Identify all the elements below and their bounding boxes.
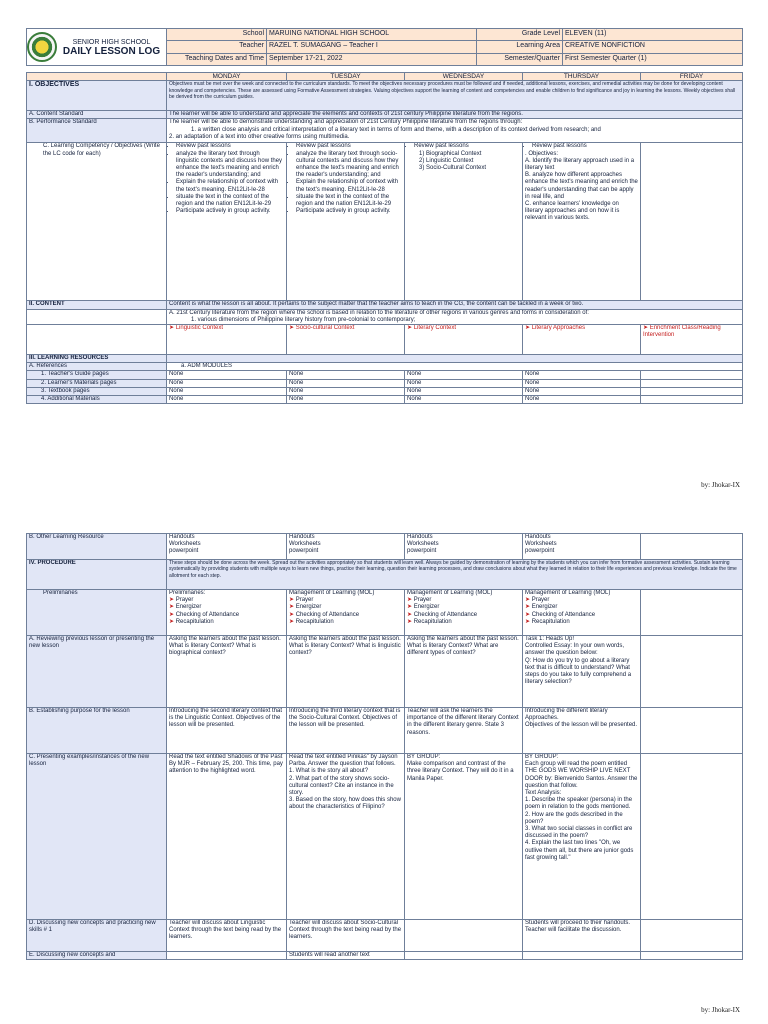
table-cell [641, 708, 743, 754]
content-standard-text: The learner will be able to understand and appreciate the elements and contexts of 21st century Philippine literature from the regions. [167, 111, 743, 119]
grade-level-label: Grade Level [477, 29, 563, 41]
school-type: SENIOR HIGH SCHOOL [72, 39, 151, 46]
table-cell: Handouts Worksheets powerpoint [405, 534, 523, 560]
resources-label: III. LEARNING RESOURCES [27, 355, 167, 363]
learning-area-value: CREATIVE NONFICTION [563, 41, 743, 53]
topic-monday: ➤ Linguistic Context [167, 325, 287, 355]
content-detail-2: 1. various dimensions of Philippine literary history from pre-colonial to contemporary; [191, 316, 416, 323]
table-cell: BY GROUP: Make comparison and contrast of the three literary Context. They will do it in a Manila Paper. [405, 754, 523, 920]
header-table [26, 28, 743, 66]
preliminaries-monday [167, 590, 287, 636]
day-tuesday: TUESDAY [287, 73, 405, 81]
table-cell: Read the text entitled Pinikas" by Jayson Parba. Answer the question that follows. 1. What is the story all about? 2. What part of the story shows socio-cultural context? Cite an instance in the story. 3. Based on the story, how does this show about the characteristics of Filipino? [287, 754, 405, 920]
topic-label: Enrichment Class/Reading Intervention [643, 325, 721, 339]
table-cell: None [287, 387, 405, 395]
discussing2-label: E. Discussing new concepts and [27, 952, 167, 960]
preliminaries-wednesday [405, 590, 523, 636]
discussing1-label: D. Discussing new concepts and practicing new skills # 1 [27, 920, 167, 952]
table-cell [641, 754, 743, 920]
topic-label: Linguistic Context [175, 325, 224, 332]
list-item: ➤ Energizer [169, 604, 202, 611]
competency-thursday [523, 143, 641, 301]
topic-wednesday: ➤ Literary Context [405, 325, 523, 355]
table-cell: None [405, 371, 523, 379]
day-friday: FRIDAY [641, 73, 743, 81]
performance-line-2: 1. a written close analysis and critical interpretation of a literary text in terms of form and theme, with a description of its context derived from research; and [191, 126, 601, 133]
list-item: . Objectives: [525, 150, 559, 157]
competency-wednesday [405, 143, 523, 301]
school-logo [27, 32, 57, 62]
other-resource-label: B. Other Learning Resource [27, 534, 167, 560]
table-cell [641, 387, 743, 395]
list-item: ➤ Prayer [407, 597, 432, 604]
competency-friday [641, 143, 743, 301]
day-wednesday: WEDNESDAY [405, 73, 523, 81]
semester-label: Semester/Quarter [477, 53, 563, 65]
references-note: a. ADM MODULES [167, 363, 743, 371]
table-cell [641, 396, 743, 404]
competency-tuesday [287, 143, 405, 301]
dll-table-page1 [26, 72, 743, 404]
table-cell: None [287, 396, 405, 404]
list-item: 2) Linguistic Context [419, 157, 474, 164]
list-item: • Review past lessons [532, 143, 638, 150]
grade-level-value: ELEVEN (11) [563, 29, 743, 41]
list-item: • situate the text in the context of the region and the nation EN12Lit-Ie-29 [176, 194, 284, 208]
list-item: • Review past lessons [414, 143, 520, 150]
procedure-label: IV. PROCEDURE [27, 560, 167, 590]
content-detail [167, 309, 743, 324]
list-item: ➤ Prayer [289, 597, 314, 604]
preliminaries-label: Preliminaries [27, 590, 167, 636]
list-item: • Explain the relationship of context with the text's meaning. EN12Lit-Ie-28 [176, 179, 284, 193]
table-cell: Read the text entitled Shadows of the Past By MJR – February 25, 200. This time, pay attention to the highlighted word. [167, 754, 287, 920]
page-one [26, 28, 742, 404]
table-cell [167, 952, 287, 960]
table-cell [405, 920, 523, 952]
list-item: 1) Biographical Context [419, 150, 482, 157]
objectives-label: I. OBJECTIVES [27, 81, 167, 111]
resource-row-label: 4. Additional Materials [27, 396, 167, 404]
table-cell: None [405, 396, 523, 404]
examples-label: C. Presenting examples/instances of the new lesson [27, 754, 167, 920]
table-cell: Introducing the different literary Approaches. Objectives of the lesson will be presented. [523, 708, 641, 754]
topic-label: Literary Approaches [531, 325, 586, 332]
table-cell: Handouts Worksheets powerpoint [167, 534, 287, 560]
preliminaries-friday [641, 590, 743, 636]
table-cell: Handouts Worksheets powerpoint [287, 534, 405, 560]
prelim-head: Management of Learning (MOL) [289, 590, 375, 596]
table-cell: None [287, 371, 405, 379]
list-item: ➤ Energizer [407, 604, 440, 611]
teacher-value: RAZEL T. SUMAGANG – Teacher I [267, 41, 477, 53]
day-thursday: THURSDAY [523, 73, 641, 81]
byline: by: Jhokar-IX [701, 481, 740, 489]
table-cell: Introducing the third literary context that is the Socio-Cultural Context. Objectives of the lesson will be presented. [287, 708, 405, 754]
list-item: ➤ Checking of Attendance [289, 611, 360, 618]
table-cell [641, 379, 743, 387]
list-item: ➤ Recapitulation [289, 618, 334, 625]
table-cell: None [167, 371, 287, 379]
learning-area-label: Learning Area [477, 41, 563, 53]
content-detail-1: A. 21st Century literature from the region where the school is based in relation to the literature of other regions in various genres and forms in consideration of: [169, 309, 589, 316]
topic-thursday: ➤ Literary Approaches [523, 325, 641, 355]
table-cell: None [523, 371, 641, 379]
school-label: School [167, 29, 267, 41]
references-label: A. References [27, 363, 167, 371]
prelim-head: Preliminaries: [169, 590, 206, 596]
content-intro: Content is what the lesson is all about. It pertains to the subject matter that the teacher aims to teach in the CG, the content can be tackled in a week or two. [167, 301, 743, 309]
prelim-head: Management of Learning (MOL) [407, 590, 493, 596]
teacher-label: Teacher [167, 41, 267, 53]
table-cell: None [167, 396, 287, 404]
list-item: ➤ Recapitulation [525, 618, 570, 625]
doc-title: DAILY LESSON LOG [62, 46, 161, 57]
list-item: 3) Socio-Cultural Context [419, 165, 487, 172]
table-cell [641, 371, 743, 379]
list-item: ➤ Energizer [525, 604, 558, 611]
table-cell: None [405, 379, 523, 387]
list-item: • analyze the literary text through linguistic contexts and discuss how they enhance the text's meaning and enrich the reader's understanding; and [176, 151, 284, 180]
table-cell: Asking the learners about the past lesson. What is literary Context? What are different types of context? [405, 636, 523, 708]
objectives-text: Objectives must be met over the week and connected to the curriculum standards. To meet the objectives necessary procedures must be followed and if needed, additional lessons, exercises, and remedial activities may be done for developing content knowledge and competencies. These are assessed using Formative Assessment strategies. Valuing objectives support the learning of content and competencies and enable children to find significance and joy in learning the lessons. Weekly objectives shall be derived from the curriculum guides. [167, 81, 743, 111]
topic-label: Literary Context [413, 325, 457, 332]
topic-tuesday: ➤ Socio-cultural Context [287, 325, 405, 355]
page-two [26, 533, 742, 960]
table-cell [641, 920, 743, 952]
table-cell: Asking the learners about the past lesson. What is literary Context? What is linguistic context? [287, 636, 405, 708]
table-cell [523, 952, 641, 960]
performance-line-1: The learner will be able to demonstrate understanding and appreciation of 21st Century Philippine literature from the regions through: [169, 119, 523, 126]
table-cell: None [523, 379, 641, 387]
table-cell: None [167, 379, 287, 387]
days-row [27, 73, 743, 81]
table-cell: None [405, 387, 523, 395]
list-item: • analyze the literary text through socio-cultural contexts and discuss how they enhance the text's meaning and enrich the reader's understanding; and [296, 151, 402, 180]
performance-line-3: 2. an adaptation of a text into other creative forms using multimedia. [169, 133, 350, 140]
purpose-label: B. Establishing purpose for the lesson [27, 708, 167, 754]
table-cell [641, 636, 743, 708]
table-cell: BY GROUP: Each group will read the poem entitled THE GODS WE WORSHIP LIVE NEXT DOOR by: Bienvenido Santos. Answer the question that follow. Text Analysis: 1. Describe the speaker (persona) in the poem in relation to the gods mentioned. 2. How are the gods described in the poem? 3. What two social classes in conflict are discussed in the poem? 4. Explain the last two lines "Oh, we outlive them all, but there are junior gods fast growing tall." [523, 754, 641, 920]
list-item: • Review past lessons [176, 143, 284, 150]
table-cell: None [287, 379, 405, 387]
dll-table-page2 [26, 533, 743, 960]
list-item: ➤ Checking of Attendance [407, 611, 478, 618]
performance-standard-label: B. Performance Standard [27, 119, 167, 143]
header-brand [27, 29, 167, 66]
topic-label: Socio-cultural Context [295, 325, 355, 332]
list-item: ➤ Checking of Attendance [169, 611, 240, 618]
table-cell: Students will proceed to their handouts. Teacher will facilitate the discussion. [523, 920, 641, 952]
preliminaries-thursday [523, 590, 641, 636]
list-item: • situate the text in the context of the region and the nation EN12Lit-Ie-29 [296, 194, 402, 208]
table-cell: None [523, 387, 641, 395]
list-item: ➤ Prayer [169, 597, 194, 604]
table-cell: None [523, 396, 641, 404]
list-item: ➤ Recapitulation [407, 618, 452, 625]
content-label: II. CONTENT [27, 301, 167, 309]
table-cell: Introducing the second literary context that is the Linguistic Context. Objectives of the lesson will be presented. [167, 708, 287, 754]
performance-standard-text [167, 119, 743, 143]
list-item: C. enhance learners' knowledge on literary approaches and on how it is relevant in various texts. [525, 201, 620, 222]
list-item: • Review past lessons [296, 143, 402, 150]
list-item: ➤ Checking of Attendance [525, 611, 596, 618]
reviewing-label: A. Reviewing previous lesson or presenting the new lesson [27, 636, 167, 708]
table-cell [405, 952, 523, 960]
resource-row-label: 2. Learner's Materials pages [27, 379, 167, 387]
list-item: ➤ Prayer [525, 597, 550, 604]
table-cell [641, 534, 743, 560]
list-item: A. Identify the literary approach used in a literary text [525, 157, 635, 172]
competency-monday [167, 143, 287, 301]
list-item: B. analyze how different approaches enhance the text's meaning and enrich the reader's understanding that can be apply in real life, and [525, 172, 638, 200]
list-item: • Explain the relationship of context with the text's meaning. EN12Lit-Ie-28 [296, 179, 402, 193]
table-cell: Teacher will ask the learners the importance of the different literary Context in the different literary genre. State 3 reasons. [405, 708, 523, 754]
content-standard-label: A. Content Standard [27, 111, 167, 119]
day-monday: MONDAY [167, 73, 287, 81]
table-cell: Asking the learners about the past lesson. What is literary Context? What is biographical context? [167, 636, 287, 708]
topic-friday: ➤ Enrichment Class/Reading Intervention [641, 325, 743, 355]
semester-value: First Semester Quarter (1) [563, 53, 743, 65]
table-cell: Students will read another text [287, 952, 405, 960]
table-cell: Task 1: Heads Up! Controlled Essay: In your own words, answer the question below: Q: How do you try to go about a literary text that is difficult to understand? What steps do you take to fully comprehend a literary selection? [523, 636, 641, 708]
table-cell: Teacher will discuss about Socio-Cultural Context through the text being read by the learners. [287, 920, 405, 952]
table-cell: None [167, 387, 287, 395]
resource-row-label: 3. Textbook pages [27, 387, 167, 395]
table-cell [641, 952, 743, 960]
table-cell: Teacher will discuss about Linguistic Context through the text being read by the learners. [167, 920, 287, 952]
list-item: • Participate actively in group activity. [296, 208, 402, 215]
school-value: MARUING NATIONAL HIGH SCHOOL [267, 29, 477, 41]
preliminaries-tuesday [287, 590, 405, 636]
prelim-head: Management of Learning (MOL) [525, 590, 611, 596]
table-cell: Handouts Worksheets powerpoint [523, 534, 641, 560]
list-item: • Participate actively in group activity. [176, 208, 284, 215]
dates-label: Teaching Dates and Time [167, 53, 267, 65]
list-item: ➤ Recapitulation [169, 618, 214, 625]
dates-value: September 17-21, 2022 [267, 53, 477, 65]
list-item: ➤ Energizer [289, 604, 322, 611]
procedure-text: These steps should be done across the week. Spread out the activities appropriately so that students will learn well. Always be guided by demonstration of learning by the students which you can infer from formative assessment activities. Sustain learning systematically by providing students with multiple ways to learn new things, practice their learning, question their learning processes, and draw conclusions about what they learned in relation to their life experiences and previous knowledge. Indicate the time allotment for each step. [167, 560, 743, 590]
competency-label: C. Learning Competency / Objectives (Write the LC code for each) [27, 143, 167, 301]
byline: by: Jhokar-IX [701, 1006, 740, 1014]
resource-row-label: 1. Teacher's Guide pages [27, 371, 167, 379]
